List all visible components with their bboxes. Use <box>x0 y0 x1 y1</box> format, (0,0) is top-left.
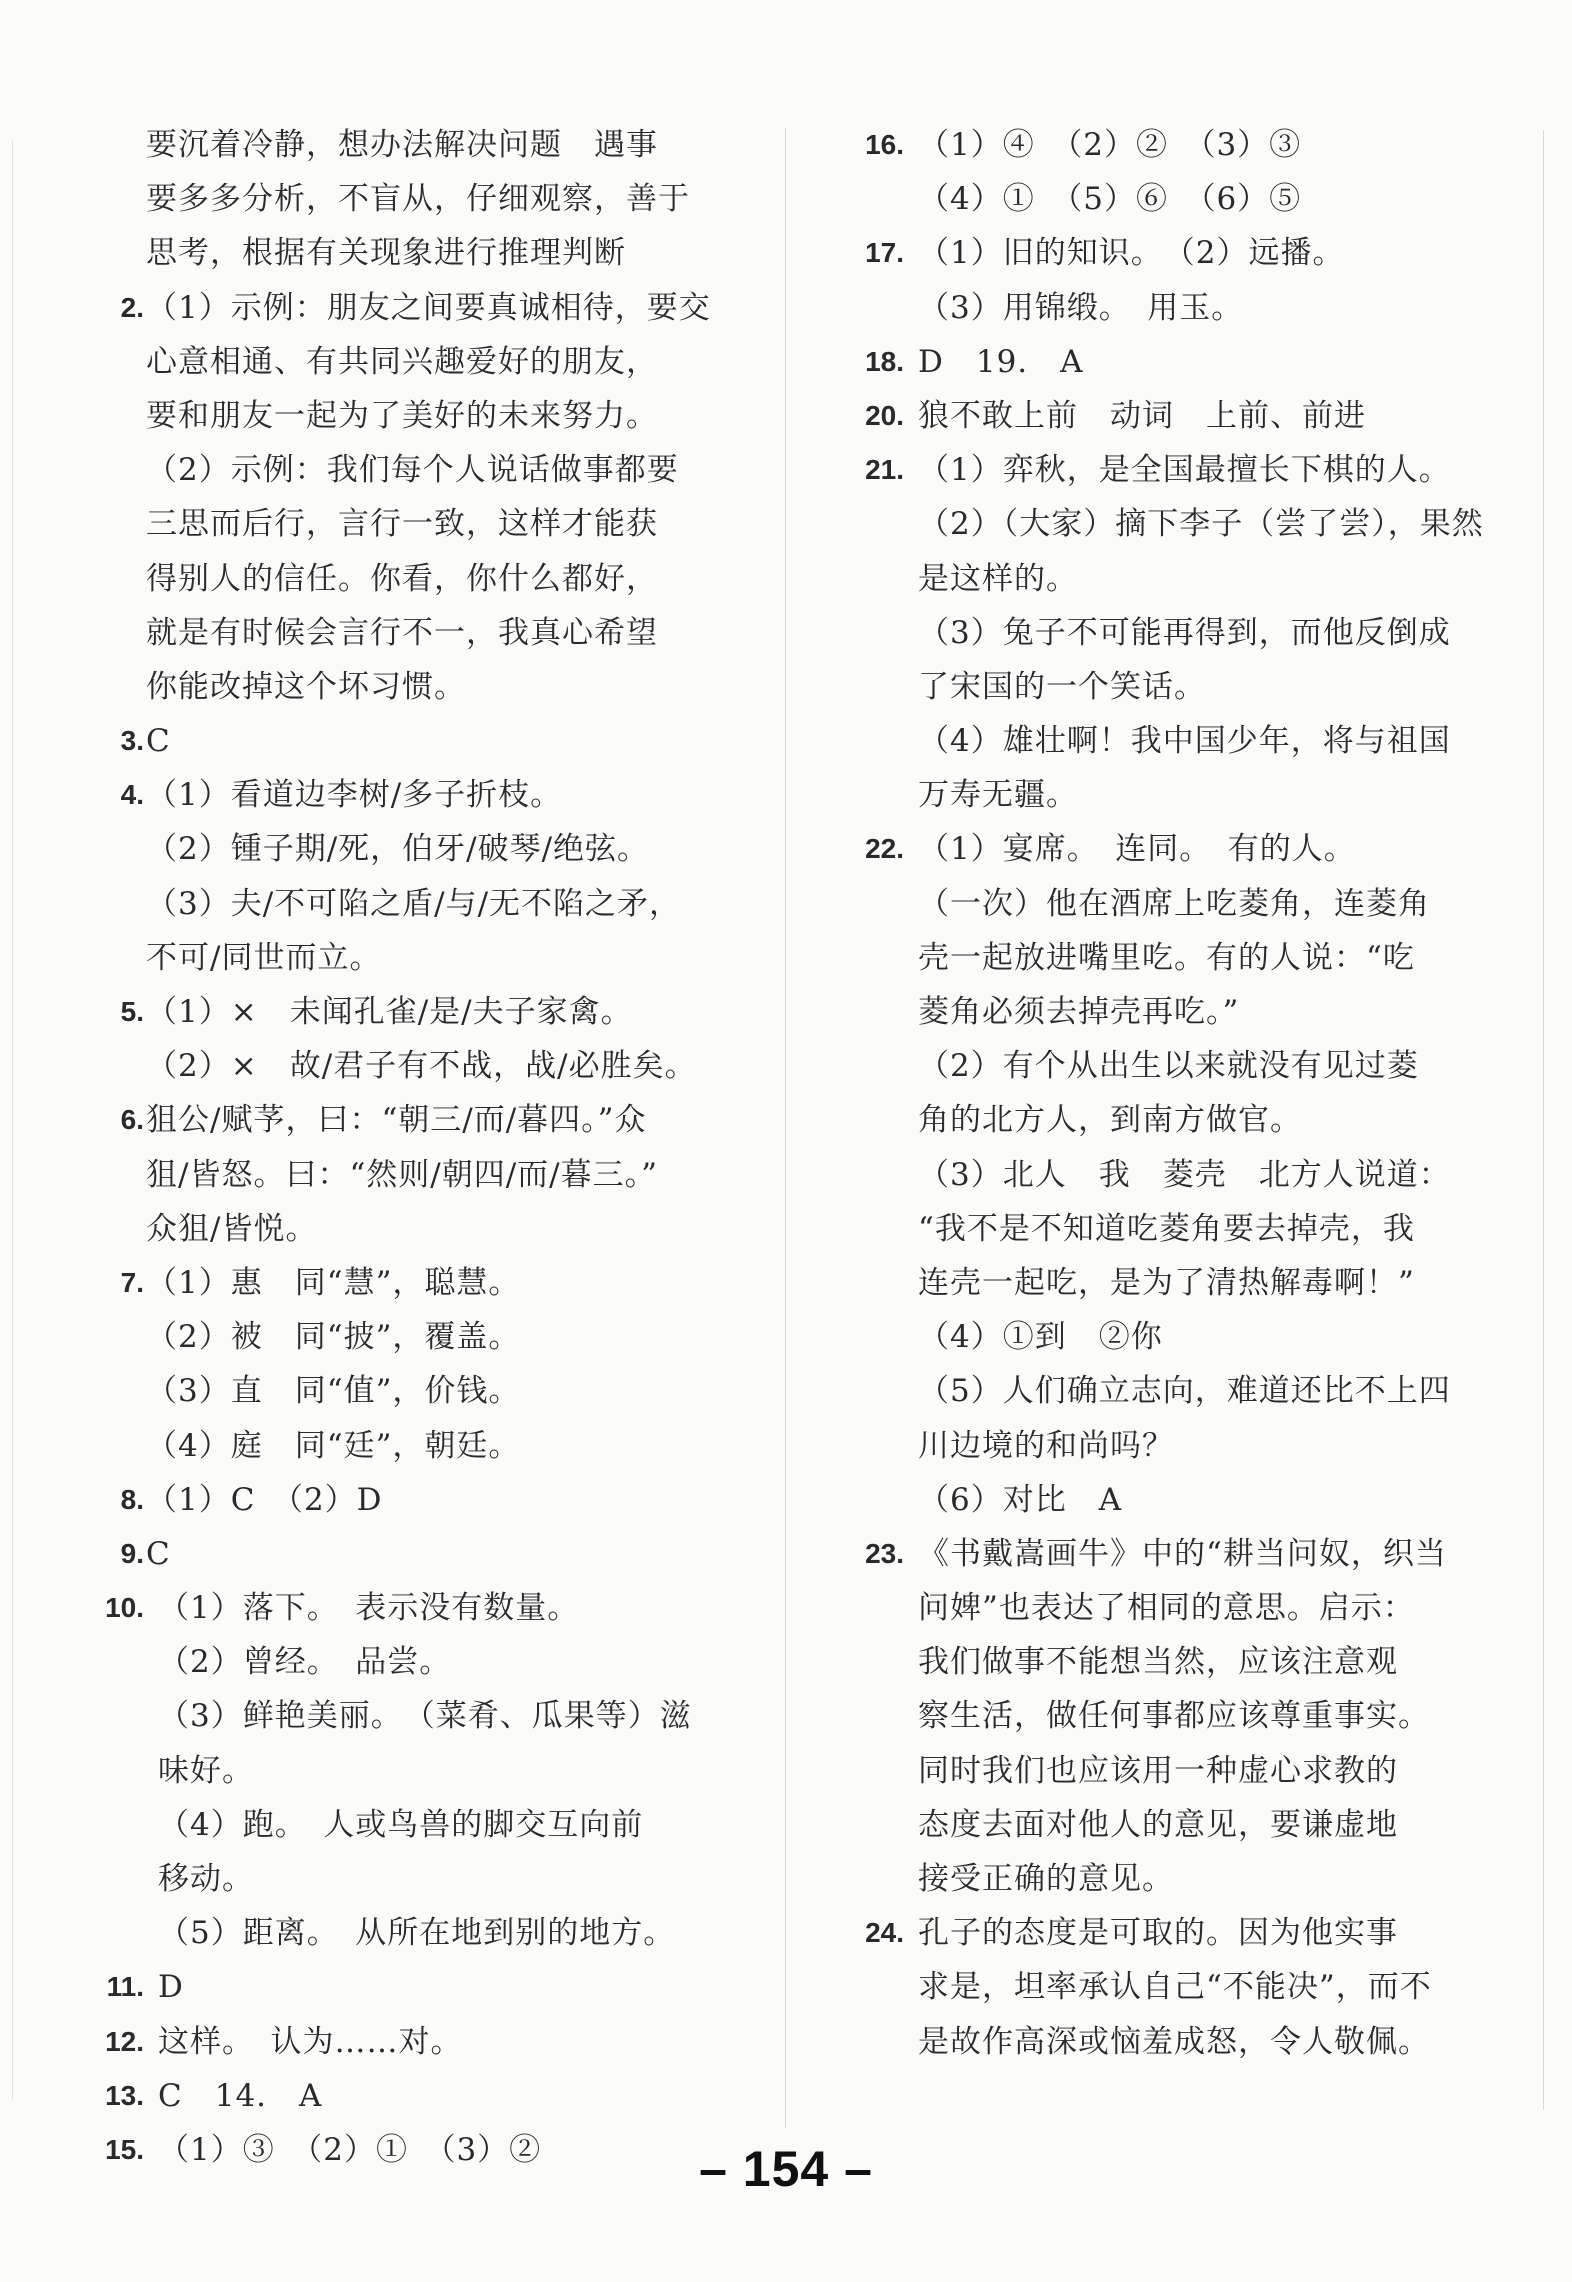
answer-line <box>86 1689 726 1743</box>
answer-text: （4）庭 同“廷”，朝廷。 <box>146 1427 521 1464</box>
answer-text: （2）有个从出生以来就没有见过菱 <box>918 1048 1419 1085</box>
answer-text: 孔子的态度是可取的。因为他实事 <box>918 1915 1398 1952</box>
answer-line <box>86 389 726 443</box>
answer-text: C <box>146 723 171 760</box>
answer-line <box>86 281 726 335</box>
answer-line <box>846 1527 1486 1581</box>
answer-line <box>846 1256 1486 1310</box>
page-number: – 154 – <box>699 2141 873 2197</box>
answer-text: （4）① （5）⑥ （6）⑤ <box>918 181 1302 218</box>
answer-line <box>86 1906 726 1960</box>
answer-text: 了宋国的一个笑话。 <box>918 668 1206 705</box>
answer-line <box>86 1419 726 1473</box>
question-number: 4. <box>120 779 144 811</box>
answer-text: （3）夫/不可陷之盾/与/无不陷之矛， <box>146 885 682 922</box>
answer-line <box>846 1852 1486 1906</box>
answer-line <box>86 1039 726 1093</box>
answer-text: 我们做事不能想当然，应该注意观 <box>918 1644 1398 1681</box>
answer-line <box>846 768 1486 822</box>
answer-line <box>846 2015 1486 2069</box>
answer-line <box>846 1310 1486 1364</box>
question-number: 23. <box>865 1537 904 1569</box>
answer-line <box>86 1527 726 1581</box>
answer-line <box>86 606 726 660</box>
answer-text: 《书戴嵩画牛》中的“耕当问奴，织当 <box>918 1535 1447 1572</box>
answer-text: （2）被 同“披”，覆盖。 <box>146 1319 521 1356</box>
answer-text: 是故作高深或恼羞成怒，令人敬佩。 <box>918 2023 1430 2060</box>
answer-line <box>846 1473 1486 1527</box>
left-answer-column <box>86 118 726 2177</box>
answer-text: 你能改掉这个坏习惯。 <box>146 668 466 705</box>
answer-text: 心意相通、有共同兴趣爱好的朋友， <box>146 343 658 380</box>
answer-line <box>846 1798 1486 1852</box>
answer-line <box>86 877 726 931</box>
answer-text: （2）× 故/君子有不战，战/必胜矣。 <box>146 1048 697 1085</box>
answer-line <box>86 497 726 551</box>
question-number: 18. <box>865 345 904 377</box>
answer-line <box>86 443 726 497</box>
question-number: 24. <box>865 1917 904 1949</box>
answer-text: 众狙/皆悦。 <box>146 1210 318 1247</box>
answer-line <box>86 1852 726 1906</box>
answer-text: 狼不敢上前 动词 上前、前进 <box>918 397 1366 434</box>
answer-line <box>846 1093 1486 1147</box>
answer-line <box>86 1798 726 1852</box>
page-edge-left <box>12 140 13 2100</box>
question-number: 10. <box>105 1592 144 1624</box>
answer-line <box>846 118 1486 172</box>
answer-line <box>86 985 726 1039</box>
answer-line <box>846 660 1486 714</box>
answer-line <box>846 1689 1486 1743</box>
answer-line <box>86 552 726 606</box>
question-number: 12. <box>105 2025 144 2057</box>
answer-text: 察生活，做任何事都应该尊重事实。 <box>918 1698 1430 1735</box>
answer-line <box>846 1581 1486 1635</box>
question-number: 20. <box>865 399 904 431</box>
question-number: 11. <box>106 1971 144 2003</box>
answer-text: 求是，坦率承认自己“不能决”，而不 <box>918 1969 1432 2006</box>
answer-text: （2）（大家）摘下李子（尝了尝），果然 <box>918 506 1484 543</box>
answer-text: 要多多分析，不盲从，仔细观察，善于 <box>146 181 690 218</box>
answer-text: 同时我们也应该用一种虚心求教的 <box>918 1752 1398 1789</box>
answer-text: 要沉着冷静，想办法解决问题 遇事 <box>146 127 658 163</box>
answer-text: 壳一起放进嘴里吃。有的人说：“吃 <box>918 939 1415 976</box>
answer-line <box>86 1202 726 1256</box>
right-answer-column <box>846 118 1486 2069</box>
answer-line <box>846 335 1486 389</box>
question-number: 8. <box>120 1483 144 1515</box>
question-number: 21. <box>865 454 904 486</box>
question-number: 6. <box>120 1104 144 1136</box>
question-number: 5. <box>120 996 144 1027</box>
answer-line <box>846 172 1486 226</box>
answer-text: （1）④ （2）② （3）③ <box>918 127 1302 163</box>
answer-line <box>86 2069 726 2123</box>
answer-text: 味好。 <box>158 1752 254 1789</box>
answer-text: （1）弈秋，是全国最擅长下棋的人。 <box>918 452 1451 489</box>
answer-line <box>846 1364 1486 1418</box>
answer-line <box>86 1960 726 2014</box>
answer-text: 连壳一起吃，是为了清热解毒啊！” <box>918 1264 1415 1301</box>
answer-text: “我不是不知道吃菱角要去掉壳，我 <box>918 1210 1415 1247</box>
answer-text: 狙公/赋芧，曰：“朝三/而/暮四。”众 <box>146 1102 647 1139</box>
answer-text: （2）曾经。 品尝。 <box>158 1644 452 1681</box>
answer-text: C 14. A <box>158 2077 323 2114</box>
answer-line <box>846 1419 1486 1473</box>
answer-line <box>86 714 726 768</box>
answer-text: 角的北方人，到南方做官。 <box>918 1102 1302 1139</box>
answer-text: 要和朋友一起为了美好的未来努力。 <box>146 397 658 434</box>
answer-line <box>86 1744 726 1798</box>
answer-text: 思考，根据有关现象进行推理判断 <box>146 235 626 272</box>
answer-text: 是这样的。 <box>918 560 1078 597</box>
answer-line <box>846 1960 1486 2014</box>
answer-text: （1）× 未闻孔雀/是/夫子家禽。 <box>146 994 633 1030</box>
answer-text: （5）距离。 从所在地到别的地方。 <box>158 1915 676 1952</box>
answer-line <box>86 1148 726 1202</box>
answer-line <box>86 1256 726 1310</box>
answer-line <box>846 877 1486 931</box>
answer-text: （3）北人 我 菱壳 北方人说道： <box>918 1156 1451 1193</box>
answer-line <box>846 1635 1486 1689</box>
answer-line <box>846 985 1486 1039</box>
answer-text: （1）惠 同“慧”，聪慧。 <box>146 1264 521 1301</box>
answer-text: （4）跑。 人或鸟兽的脚交互向前 <box>158 1806 644 1843</box>
answer-line <box>846 1202 1486 1256</box>
answer-line <box>846 443 1486 497</box>
answer-text: （5）人们确立志向，难道还比不上四 <box>918 1373 1451 1410</box>
answer-line <box>846 606 1486 660</box>
answer-line <box>86 1635 726 1689</box>
page-edge-right <box>1543 130 1544 2110</box>
answer-text: 就是有时候会言行不一，我真心希望 <box>146 614 658 651</box>
answer-text: （1）③ （2）① （3）② <box>158 2131 542 2168</box>
answer-text: （1）示例：朋友之间要真诚相待，要交 <box>146 289 711 326</box>
answer-line <box>846 389 1486 443</box>
answer-line <box>86 1364 726 1418</box>
answer-text: （3）鲜艳美丽。 （菜肴、瓜果等）滋 <box>158 1698 692 1735</box>
answer-line <box>86 931 726 985</box>
answer-text: 狙/皆怒。曰：“然则/朝四/而/暮三。” <box>146 1156 658 1193</box>
answer-text: D <box>158 1969 184 2006</box>
answer-text: （2）示例：我们每个人说话做事都要 <box>146 452 679 489</box>
answer-text: （3）直 同“值”，价钱。 <box>146 1373 521 1410</box>
answer-line <box>86 1093 726 1147</box>
answer-text: （1）落下。 表示没有数量。 <box>158 1590 580 1627</box>
answer-line <box>846 552 1486 606</box>
answer-line <box>86 335 726 389</box>
answer-text: （3）兔子不可能再得到，而他反倒成 <box>918 614 1451 651</box>
answer-line <box>846 1906 1486 1960</box>
answer-text: （1）C （2）D <box>146 1481 383 1518</box>
answer-line <box>846 1744 1486 1798</box>
answer-line <box>86 1473 726 1527</box>
answer-line <box>846 1039 1486 1093</box>
answer-text: （3）用锦缎。 用玉。 <box>918 289 1244 326</box>
answer-text: 这样。 认为……对。 <box>158 2023 463 2060</box>
question-number: 22. <box>865 833 904 865</box>
answer-text: 接受正确的意见。 <box>918 1861 1174 1897</box>
question-number: 9. <box>120 1537 144 1569</box>
question-number: 13. <box>105 2079 144 2111</box>
answer-text: 态度去面对他人的意见，要谦虚地 <box>918 1806 1398 1843</box>
answer-text: 万寿无疆。 <box>918 777 1078 814</box>
question-number: 16. <box>865 129 904 160</box>
answer-line <box>846 714 1486 768</box>
answer-text: （4）雄壮啊！我中国少年，将与祖国 <box>918 723 1451 760</box>
answer-line <box>86 768 726 822</box>
answer-text: （4）①到 ②你 <box>918 1319 1163 1356</box>
answer-line <box>846 1148 1486 1202</box>
answer-text: 川边境的和尚吗？ <box>918 1427 1174 1464</box>
answer-text: 问婢”也表达了相同的意思。启示： <box>918 1590 1415 1627</box>
answer-line <box>846 822 1486 876</box>
answer-line <box>86 226 726 280</box>
answer-text: （1）旧的知识。 （2）远播。 <box>918 235 1345 272</box>
answer-line <box>86 660 726 714</box>
question-number: 15. <box>105 2133 144 2165</box>
answer-line <box>86 822 726 876</box>
answer-text: （1）宴席。 连同。 有的人。 <box>918 831 1356 868</box>
answer-text: C <box>146 1535 171 1572</box>
answer-text: （一次）他在酒席上吃菱角，连菱角 <box>918 885 1430 922</box>
answer-line <box>86 1581 726 1635</box>
answer-line <box>846 281 1486 335</box>
answer-line <box>86 2015 726 2069</box>
answer-text: D 19. A <box>918 343 1084 380</box>
question-number: 17. <box>865 237 904 269</box>
question-number: 3. <box>120 725 144 757</box>
question-number: 7. <box>120 1266 144 1298</box>
answer-line <box>846 497 1486 551</box>
answer-line <box>846 931 1486 985</box>
answer-text: 三思而后行，言行一致，这样才能获 <box>146 506 658 543</box>
answer-line <box>86 118 726 172</box>
answer-line <box>86 1310 726 1364</box>
answer-text: 得别人的信任。你看，你什么都好， <box>146 560 658 597</box>
answer-text: 菱角必须去掉壳再吃。” <box>918 994 1240 1030</box>
answer-text: （1）看道边李树/多子折枝。 <box>146 777 563 814</box>
question-number: 2. <box>120 291 144 323</box>
answer-line <box>86 172 726 226</box>
answer-text: （6）对比 A <box>918 1481 1123 1518</box>
answer-text: 移动。 <box>158 1861 254 1897</box>
answer-text: 不可/同世而立。 <box>146 939 382 976</box>
answer-line <box>846 226 1486 280</box>
answer-text: （2）锺子期/死，伯牙/破琴/绝弦。 <box>146 831 650 868</box>
column-divider <box>785 128 786 2128</box>
